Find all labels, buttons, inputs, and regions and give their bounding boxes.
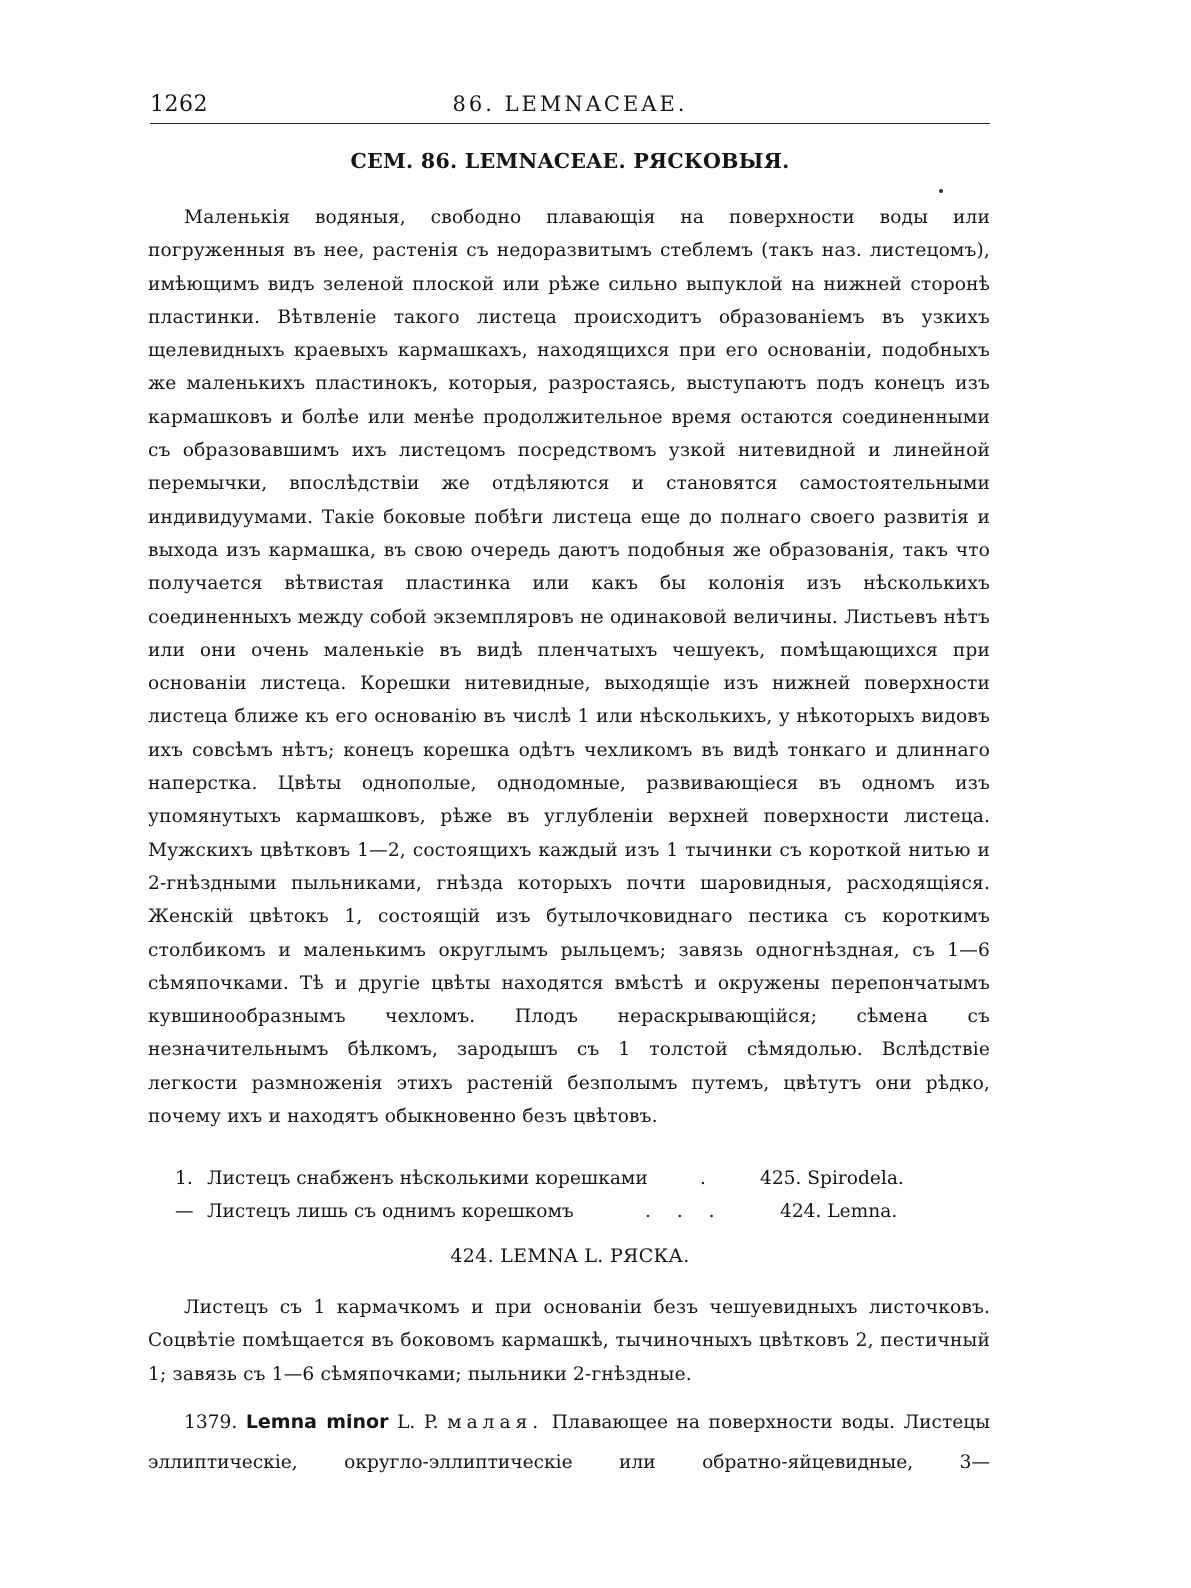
key-target: 425. Spirodela. (760, 1168, 904, 1189)
species-entry (148, 1402, 990, 1483)
genus-description: Листецъ съ 1 кармачкомъ и при основаніи безъ чешуевидныхъ листочковъ. Соцвѣтіе помѣщается въ боковомъ кармашкѣ, тычиночныхъ цвѣтковъ 2, пестичный 1; завязь съ 1—6 сѣмяпочками; пыльники 2-гнѣздные. (148, 1297, 990, 1385)
running-head (150, 92, 990, 122)
species-number: 1379. (184, 1412, 238, 1433)
running-title: 86. LEMNACEAE. (452, 92, 688, 116)
print-speck (939, 189, 943, 193)
key-leader-dots: . (700, 1168, 716, 1189)
genus-heading: 424. LEMNA L. РЯСКА. (450, 1245, 690, 1267)
key-row (175, 1195, 965, 1229)
page-number: 1262 (150, 92, 208, 117)
key-marker: — (175, 1201, 194, 1222)
key-text: Листецъ лишь съ однимъ корешкомъ (207, 1201, 574, 1222)
species-common-name: малая. (447, 1412, 544, 1433)
key-target: 424. Lemna. (780, 1201, 898, 1222)
key-text: Листецъ снабженъ нѣсколькими корешками (207, 1168, 648, 1189)
species-name: Lemna minor (245, 1411, 389, 1433)
family-heading: СЕМ. 86. LEMNACEAE. РЯСКОВЫЯ. (350, 149, 790, 173)
key-marker: 1. (175, 1168, 193, 1189)
species-author: L. P. (397, 1412, 439, 1433)
key-row (175, 1162, 965, 1196)
family-description: Маленькія водяныя, свободно плавающія на поверхности воды или погруженныя въ нее, растенія съ недоразвитымъ стеблемъ (такъ наз. листецомъ), имѣющимъ видъ зеленой плоской или рѣже сильно выпуклой на нижней сторонѣ пластинки. Вѣтвленіе такого листеца происходитъ образованіемъ въ узкихъ щелевидныхъ краевыхъ кармашкахъ, находящихся при его основаніи, подобныхъ же маленькихъ пластинокъ, которыя, разростаясь, выступаютъ подъ конецъ изъ кармашковъ и болѣе или менѣе продолжительное время остаются соединенными съ образовавшимъ ихъ листецомъ посредствомъ узкой нитевидной и линейной перемычки, впослѣдствіи же отдѣляются и становятся самостоятельными индивидуумами. Такіе боковые побѣги листеца еще до полнаго своего развитія и выхода изъ кармашка, въ свою очередь даютъ подобныя же образованія, такъ что получается вѣтвистая пластинка или какъ бы колонія изъ нѣсколькихъ соединенныхъ между собой экземпляровъ не одинаковой величины. Листьевъ нѣтъ или они очень маленькіе въ видѣ пленчатыхъ чешуекъ, помѣщающихся при основаніи листеца. Корешки нитевидные, выходящіе изъ нижней поверхности листеца ближе къ его основанію въ числѣ 1 или нѣсколькихъ, у нѣкоторыхъ видовъ ихъ совсѣмъ нѣтъ; конецъ корешка одѣтъ чехликомъ въ видѣ тонкаго и длиннаго наперстка. Цвѣты однополые, однодомные, развивающіеся въ одномъ изъ упомянутыхъ кармашковъ, рѣже въ углубленіи верхней поверхности листеца. Мужскихъ цвѣтковъ 1—2, состоящихъ каждый изъ 1 тычинки съ короткой нитью и 2-гнѣздными пыльниками, гнѣзда которыхъ почти шаровидныя, расходящіяся. Женскій цвѣтокъ 1, состоящій изъ бутылочковиднаго пестика съ короткимъ столбикомъ и маленькимъ округлымъ рыльцемъ; завязь одногнѣздная, съ 1—6 сѣмяпочками. Тѣ и другіе цвѣты находятся вмѣстѣ и окружены перепончатымъ кувшинообразнымъ чехломъ. Плодъ нераскрывающійся; сѣмена съ незначительнымъ бѣлкомъ, зародышъ съ 1 толстой сѣмядолью. Вслѣдствіе легкости размноженія этихъ растеній безполымъ путемъ, цвѣтутъ они рѣдко, почему ихъ и находятъ обыкновенно безъ цвѣтовъ. (148, 207, 990, 1128)
key-leader-dots: . . . (645, 1201, 725, 1222)
header-rule (150, 123, 990, 124)
species-text: Плавающее на поверхности воды. Листецы эллиптическіе, округло-эллиптическіе или обратно-яйцевидные, 3— (148, 1412, 990, 1473)
